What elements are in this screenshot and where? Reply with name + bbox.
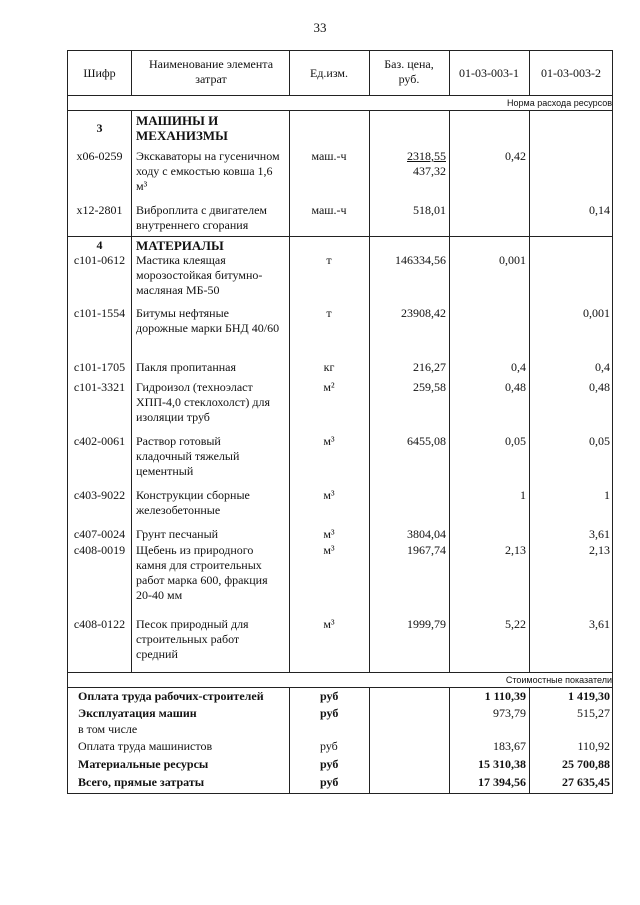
cost-value-col1: 183,67 — [493, 739, 526, 753]
cost-value-col1: 15 310,38 — [478, 757, 526, 771]
cost-caption: Стоимостные показатели — [505, 675, 612, 685]
row-name: 20-40 мм — [136, 588, 183, 602]
cost-unit: руб — [320, 689, 339, 703]
row-value-col1: 5,22 — [505, 617, 526, 631]
row-name: Пакля пропитанная — [136, 360, 237, 374]
row-price: 3804,04 — [407, 527, 446, 541]
cost-value-col1: 973,79 — [493, 706, 526, 720]
row-unit: м³ — [323, 527, 335, 541]
row-unit: т — [326, 306, 332, 320]
row-price: 6455,08 — [407, 434, 446, 448]
row-code: х06-0259 — [76, 149, 123, 163]
page-number: 33 — [313, 20, 327, 35]
row-name: дорожные марки БНД 40/60 — [136, 321, 280, 335]
row-value-col2: 3,61 — [589, 527, 610, 541]
row-price: 23908,42 — [401, 306, 446, 320]
cost-value-col2: 25 700,88 — [562, 757, 610, 771]
cost-name: Эксплуатация машин — [78, 706, 197, 720]
row-unit: кг — [323, 360, 335, 374]
section-title: МАШИНЫ И МЕХАНИЗМЫ — [136, 113, 228, 143]
row-name: Виброплита с двигателем — [136, 203, 268, 217]
row-name: ходу с емкостью ковша 1,6 — [136, 164, 273, 178]
col-divider — [369, 687, 370, 794]
row-name: камня для строительных — [136, 558, 262, 572]
section-title: МАТЕРИАЛЫ — [136, 238, 224, 253]
col-divider — [289, 687, 290, 794]
row-code: с101-3321 — [73, 380, 126, 394]
row-name: Битумы нефтяные — [136, 306, 229, 320]
row-value-col1: 0,42 — [505, 149, 526, 163]
row-value-col2: 3,61 — [589, 617, 610, 631]
row-name: Раствор готовый — [136, 434, 221, 448]
row-price: 1967,74 — [407, 543, 446, 557]
cost-value-col2: 515,27 — [577, 706, 610, 720]
row-name: масляная МБ-50 — [136, 283, 220, 297]
row-name: Песок природный для — [136, 617, 249, 631]
cost-value-col2: 27 635,45 — [562, 775, 610, 789]
row-price: 259,58 — [413, 380, 446, 394]
cost-unit: руб — [320, 757, 339, 771]
row-code: с402-0061 — [73, 434, 126, 448]
row-value-col1: 0,48 — [505, 380, 526, 394]
cost-value-col2: 1 419,30 — [568, 689, 610, 703]
cost-unit: руб — [320, 739, 338, 753]
row-unit: маш.-ч — [311, 149, 347, 163]
col-divider — [369, 51, 370, 95]
row-name: Мастика клеящая — [136, 253, 226, 267]
row-code: с403-9022 — [73, 488, 126, 502]
row-name: Конструкции сборные — [136, 488, 250, 502]
rule-machines-bottom — [68, 236, 612, 237]
row-value-col1: 0,4 — [511, 360, 526, 374]
row-unit: м³ — [323, 434, 335, 448]
rule-cost-caption — [68, 687, 612, 688]
row-value-col2: 0,05 — [589, 434, 610, 448]
cost-name: Оплата труда машинистов — [78, 739, 213, 753]
row-price: 1999,79 — [407, 617, 446, 631]
row-value-col1: 0,05 — [505, 434, 526, 448]
row-price: 518,01 — [413, 203, 446, 217]
rule-header-bottom — [68, 95, 612, 96]
col-divider — [131, 110, 132, 672]
row-code: с101-1554 — [73, 306, 126, 320]
rule-norm-caption — [68, 110, 612, 111]
cost-value-col1: 1 110,39 — [484, 689, 526, 703]
cost-name: Всего, прямые затраты — [78, 775, 205, 789]
row-code: с408-0019 — [73, 543, 126, 557]
row-value-col1: 0,001 — [499, 253, 526, 267]
section-number: 4 — [96, 238, 103, 252]
row-code: х12-2801 — [76, 203, 123, 217]
row-code: с408-0122 — [73, 617, 126, 631]
row-name: кладочный тяжелый — [136, 449, 240, 463]
row-name: Гидроизол (техноэласт — [136, 380, 253, 394]
row-name: строительных работ — [136, 632, 240, 646]
header-col1: 01-03-003-1 — [459, 66, 519, 80]
row-name: внутреннего сгорания — [136, 218, 249, 232]
row-name: Щебень из природного — [136, 543, 254, 557]
row-unit: т — [326, 253, 332, 267]
row-code: с101-1705 — [73, 360, 126, 374]
row-code: с101-0612 — [73, 253, 126, 267]
row-price: 146334,56 — [395, 253, 446, 267]
cost-name: в том числе — [78, 722, 138, 736]
cost-unit: руб — [320, 706, 339, 720]
cost-value-col1: 17 394,56 — [478, 775, 526, 789]
rule-materials-bottom — [68, 672, 612, 673]
row-value-col2: 0,4 — [595, 360, 610, 374]
row-unit: м² — [323, 380, 335, 394]
row-value-col2: 1 — [604, 488, 610, 502]
row-name: Грунт песчаный — [136, 527, 219, 541]
header-unit: Ед.изм. — [309, 66, 349, 80]
col-divider — [131, 51, 132, 95]
row-code: с407-0024 — [73, 527, 126, 541]
row-name: изоляции труб — [136, 410, 210, 424]
header-col2: 01-03-003-2 — [541, 66, 601, 80]
cost-value-col2: 110,92 — [577, 739, 610, 753]
row-price-secondary: 437,32 — [413, 164, 446, 178]
row-value-col2: 2,13 — [589, 543, 610, 557]
row-name: Экскаваторы на гусеничном — [136, 149, 280, 163]
cost-name: Оплата труда рабочих-строителей — [78, 689, 264, 703]
norm-caption: Норма расхода ресурсов — [507, 98, 612, 108]
row-value-col1: 1 — [520, 488, 526, 502]
header-name: Наименование элемента затрат — [148, 57, 274, 86]
row-price: 2318,55 — [407, 149, 446, 163]
row-unit: м³ — [323, 543, 335, 557]
row-name: железобетонные — [136, 503, 221, 517]
header-code: Шифр — [83, 66, 116, 80]
row-name: средний — [136, 647, 178, 661]
row-unit: м³ — [323, 488, 335, 502]
row-unit: маш.-ч — [311, 203, 347, 217]
cost-unit: руб — [320, 775, 339, 789]
row-name: м³ — [136, 179, 148, 193]
cost-name: Материальные ресурсы — [78, 757, 209, 771]
row-name: ХПП-4,0 стеклохолст) для — [136, 395, 270, 409]
row-name: морозостойкая битумно- — [136, 268, 263, 282]
section-number: 3 — [96, 121, 103, 135]
row-value-col2: 0,48 — [589, 380, 610, 394]
header-price: Баз. цена, руб. — [384, 57, 434, 86]
row-price: 216,27 — [413, 360, 446, 374]
row-value-col2: 0,001 — [583, 306, 610, 320]
cost-norm-table — [67, 50, 613, 794]
row-value-col1: 2,13 — [505, 543, 526, 557]
row-value-col2: 0,14 — [589, 203, 610, 217]
row-name: цементный — [136, 464, 194, 478]
row-unit: м³ — [323, 617, 335, 631]
row-name: работ марка 600, фракция — [136, 573, 268, 587]
